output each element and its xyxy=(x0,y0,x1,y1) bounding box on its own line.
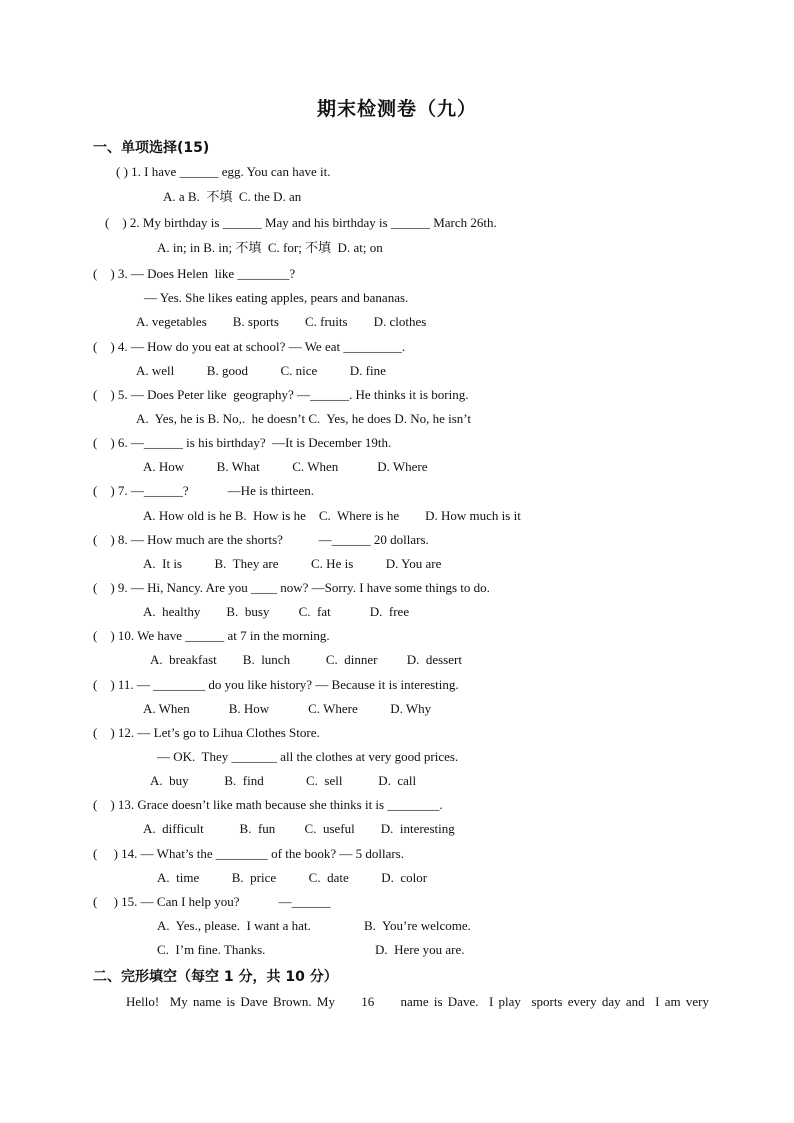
question-3-stem: ( ) 3. — Does Helen like ________? xyxy=(93,266,296,281)
question-14-options: A. time B. price C. date D. color xyxy=(157,870,428,885)
question-12-stem: ( ) 12. — Let’s go to Lihua Clothes Store. xyxy=(93,725,320,740)
question-6-stem: ( ) 6. —______ is his birthday? —It is December 19th. xyxy=(93,435,392,450)
question-1-stem: ( ) 1. I have ______ egg. You can have it. xyxy=(116,164,331,179)
question-3-options: A. vegetables B. sports C. fruits D. clothes xyxy=(136,314,427,329)
question-2-options: A. in; in B. in; 不填 C. for; 不填 D. at; on xyxy=(157,240,383,255)
question-15-option-b: B. You’re welcome. xyxy=(364,918,471,933)
page-title: 期末检测卷（九） xyxy=(316,98,477,120)
question-3-answer-line: — Yes. She likes eating apples, pears and bananas. xyxy=(144,290,409,305)
cloze-passage-text: Hello! My name is Dave Brown. My 16 name is Dave. I play sports every day and I am very xyxy=(126,994,709,1009)
question-12-answer-line: — OK. They _______ all the clothes at very good prices. xyxy=(157,749,459,764)
question-13-options: A. difficult B. fun C. useful D. interesting xyxy=(143,821,455,836)
question-11-options: A. When B. How C. Where D. Why xyxy=(143,701,432,716)
question-9-options: A. healthy B. busy C. fat D. free xyxy=(143,604,410,619)
question-15-stem: ( ) 15. — Can I help you? —______ xyxy=(93,894,331,909)
question-7-options: A. How old is he B. How is he C. Where is he D. How much is it xyxy=(143,508,521,523)
question-9-stem: ( ) 9. — Hi, Nancy. Are you ____ now? —Sorry. I have some things to do. xyxy=(93,580,490,595)
question-1-options: A. a B. 不填 C. the D. an xyxy=(163,189,302,204)
question-10-options: A. breakfast B. lunch C. dinner D. dessert xyxy=(150,652,462,667)
question-6-options: A. How B. What C. When D. Where xyxy=(143,459,428,474)
question-4-stem: ( ) 4. — How do you eat at school? — We eat _________. xyxy=(93,339,406,354)
question-13-stem: ( ) 13. Grace doesn’t like math because she thinks it is ________. xyxy=(93,797,443,812)
question-14-stem: ( ) 14. — What’s the ________ of the book? — 5 dollars. xyxy=(93,846,404,861)
question-8-stem: ( ) 8. — How much are the shorts? —______ 20 dollars. xyxy=(93,532,429,547)
question-15-option-d: D. Here you are. xyxy=(375,942,465,957)
question-7-stem: ( ) 7. —______? —He is thirteen. xyxy=(93,483,314,498)
question-12-options: A. buy B. find C. sell D. call xyxy=(150,773,417,788)
section-heading-cloze: 二、完形填空（每空 1 分，共 10 分） xyxy=(93,969,338,985)
question-10-stem: ( ) 10. We have ______ at 7 in the morning. xyxy=(93,628,330,643)
question-5-stem: ( ) 5. — Does Peter like geography? —______. He thinks it is boring. xyxy=(93,387,469,402)
question-15-option-c: C. I’m fine. Thanks. xyxy=(157,942,266,957)
question-11-stem: ( ) 11. — ________ do you like history? — Because it is interesting. xyxy=(93,677,459,692)
question-5-options: A. Yes, he is B. No,. he doesn’t C. Yes, he does D. No, he isn’t xyxy=(136,411,472,426)
question-4-options: A. well B. good C. nice D. fine xyxy=(136,363,386,378)
question-15-option-a: A. Yes., please. I want a hat. xyxy=(157,918,311,933)
question-2-stem: ( ) 2. My birthday is ______ May and his birthday is ______ March 26th. xyxy=(105,215,497,230)
section-heading-single-choice: 一、单项选择(15) xyxy=(93,140,210,156)
question-8-options: A. It is B. They are C. He is D. You are xyxy=(143,556,442,571)
